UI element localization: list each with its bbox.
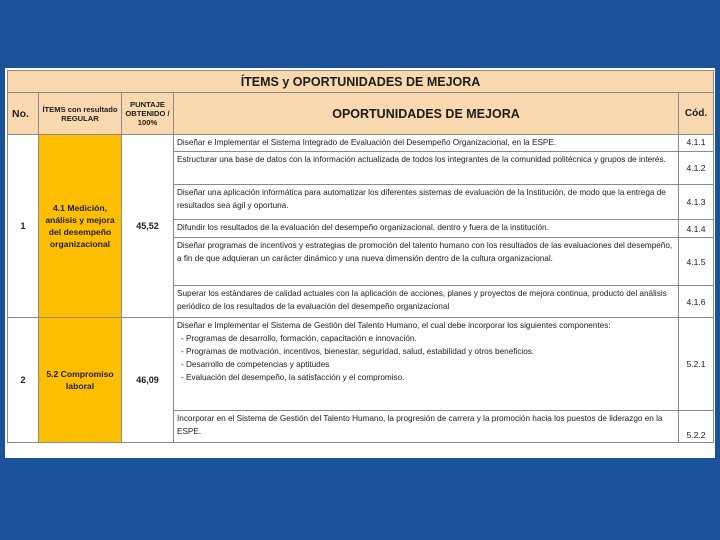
item-name: 5.2 Compromiso laboral <box>39 318 122 443</box>
opportunity-text: Incorporar en el Sistema de Gestión del Talento Humano, la progresión de carrera y la promoción hacia los puestos de liderazgo en la ESPE. <box>174 411 679 443</box>
component-list <box>177 332 675 384</box>
list-item: - Programas de motivación, incentivos, bienestar, seguridad, salud, estabilidad y otros beneficios. <box>181 345 675 358</box>
opportunity-code: 4.1.4 <box>679 220 714 238</box>
table-row <box>8 135 714 152</box>
opportunity-text: Superar los estándares de calidad actuales con la aplicación de acciones, planes y proyectos de mejora continua, producto del análisis periódico de los resultados de la evaluación del desempeño organizacional <box>174 286 679 318</box>
table-title: ÍTEMS y OPORTUNIDADES DE MEJORA <box>8 71 714 93</box>
opportunity-code: 5.2.1 <box>679 318 714 411</box>
item-score: 45,52 <box>122 135 174 318</box>
list-item: - Evaluación del desempeño, la satisfacción y el compromiso. <box>181 371 675 384</box>
opportunity-text: Diseñar e Implementar el Sistema de Gestión del Talento Humano, el cual debe incorporar los siguientes componentes: <box>177 321 611 330</box>
opportunity-text: Difundir los resultados de la evaluación del desempeño organizacional, dentro y fuera de la institución. <box>174 220 679 238</box>
header-code: Cód. <box>679 93 714 135</box>
improvement-table <box>7 70 714 443</box>
header-items: ÍTEMS con resultado REGULAR <box>39 93 122 135</box>
opportunity-text: Estructurar una base de datos con la información actualizada de todos los integrantes de la comunidad politécnica y grupos de interés. <box>174 152 679 185</box>
opportunity-code: 4.1.1 <box>679 135 714 152</box>
list-item: - Desarrollo de competencias y aptitudes <box>181 358 675 371</box>
item-score: 46,09 <box>122 318 174 443</box>
opportunity-code: 5.2.2 <box>679 411 714 443</box>
opportunity-code: 4.1.3 <box>679 185 714 220</box>
row-number: 1 <box>8 135 39 318</box>
opportunity-text: Diseñar una aplicación informática para automatizar los diferentes sistemas de evaluación de la Institución, de modo que la entrega de resultados sea ágil y oportuna. <box>174 185 679 220</box>
opportunity-text-block <box>174 318 679 411</box>
header-opportunities: OPORTUNIDADES DE MEJORA <box>174 93 679 135</box>
opportunity-code: 4.1.5 <box>679 238 714 286</box>
item-name: 4.1 Medición, análisis y mejora del desempeño organizacional <box>39 135 122 318</box>
improvement-table-sheet <box>5 68 715 458</box>
row-number: 2 <box>8 318 39 443</box>
list-item: - Programas de desarrollo, formación, capacitación e innovación. <box>181 332 675 345</box>
opportunity-text: Diseñar e Implementar el Sistema Integrado de Evaluación del Desempeño Organizacional, en la ESPE. <box>174 135 679 152</box>
table-row <box>8 318 714 411</box>
opportunity-text: Diseñar programas de incentivos y estrategias de promoción del talento humano con los resultados de las evaluaciones del desempeño, a fin de que adquieran un carácter dinámico y una nueva dimensión dentro de la cultura organizacional. <box>174 238 679 286</box>
opportunity-code: 4.1.6 <box>679 286 714 318</box>
opportunity-code: 4.1.2 <box>679 152 714 185</box>
header-score: PUNTAJE OBTENIDO / 100% <box>122 93 174 135</box>
header-no: No. <box>8 93 39 135</box>
